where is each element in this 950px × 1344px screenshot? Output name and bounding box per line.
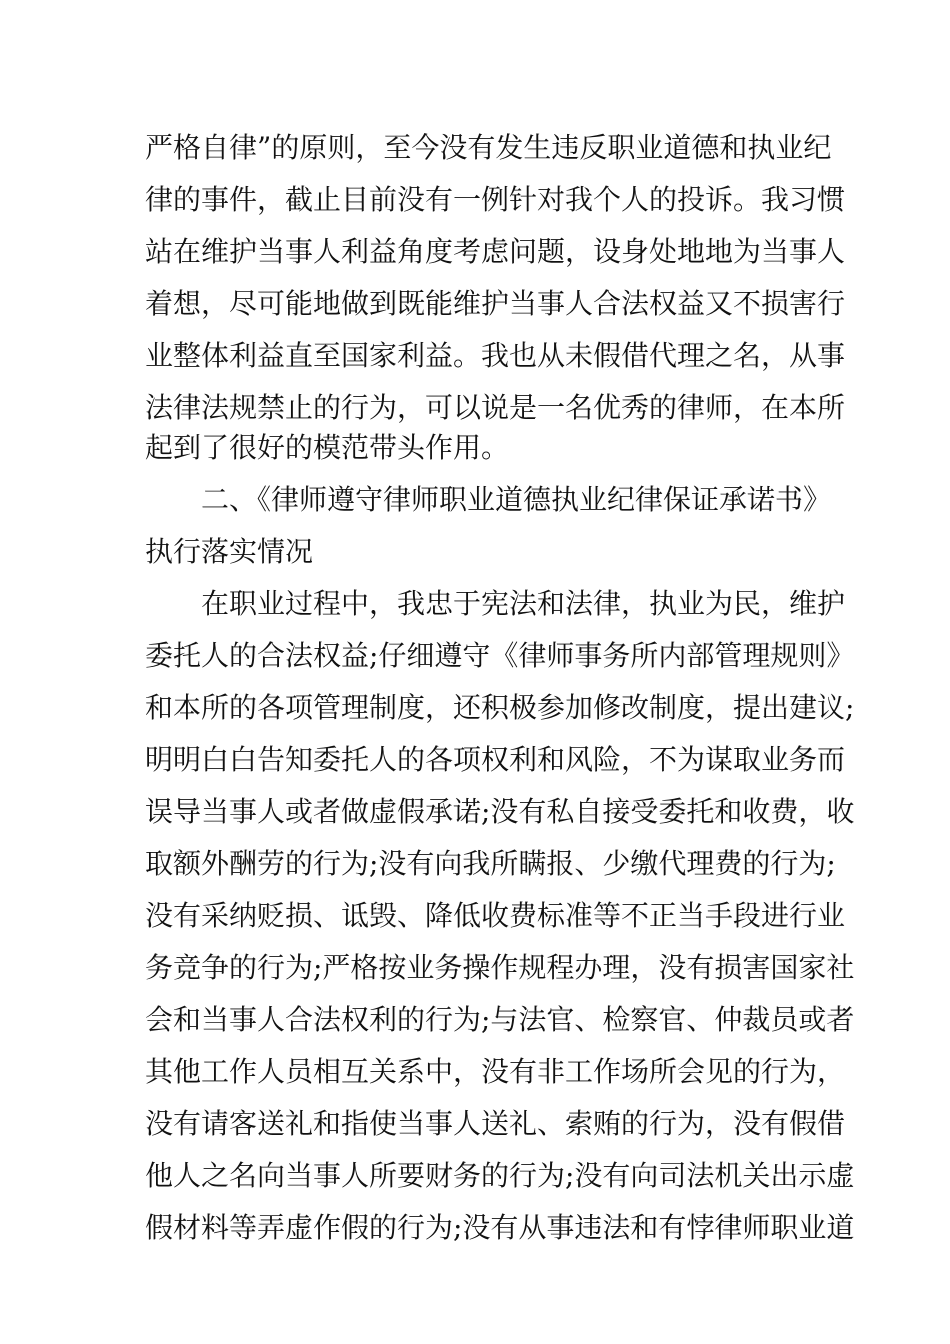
paragraph-line: 假材料等弄虚作假的行为;没有从事违法和有悖律师职业道 [145, 1211, 855, 1244]
paragraph-line: 取额外酬劳的行为;没有向我所瞒报、少缴代理费的行为; [145, 847, 836, 880]
paragraph-line: 没有请客送礼和指使当事人送礼、索贿的行为，没有假借 [145, 1107, 846, 1140]
paragraph-line: 律的事件，截止目前没有一例针对我个人的投诉。我习惯 [145, 183, 846, 216]
paragraph-line: 站在维护当事人利益角度考虑问题，设身处地地为当事人 [145, 235, 846, 268]
section-heading-line: 执行落实情况 [145, 535, 314, 568]
paragraph-line: 他人之名向当事人所要财务的行为;没有向司法机关出示虚 [145, 1159, 855, 1192]
paragraph-line: 着想，尽可能地做到既能维护当事人合法权益又不损害行 [145, 287, 846, 320]
paragraph-line: 业整体利益直至国家利益。我也从未假借代理之名，从事 [145, 339, 846, 372]
paragraph-line: 和本所的各项管理制度，还积极参加修改制度，提出建议; [145, 691, 855, 724]
paragraph-line: 在职业过程中，我忠于宪法和法律，执业为民，维护 [201, 587, 846, 620]
paragraph-line: 严格自律”的原则，至今没有发生违反职业道德和执业纪 [145, 131, 832, 164]
section-heading-line: 二、《律师遵守律师职业道德执业纪律保证承诺书》 [201, 483, 832, 516]
paragraph-line: 务竞争的行为;严格按业务操作规程办理，没有损害国家社 [145, 951, 855, 984]
paragraph-line: 会和当事人合法权利的行为;与法官、检察官、仲裁员或者 [145, 1003, 855, 1036]
paragraph-line: 法律法规禁止的行为，可以说是一名优秀的律师，在本所 [145, 391, 846, 424]
paragraph-line: 起到了很好的模范带头作用。 [145, 431, 510, 464]
paragraph-line: 误导当事人或者做虚假承诺;没有私自接受委托和收费，收 [145, 795, 855, 828]
paragraph-line: 明明白白告知委托人的各项权利和风险，不为谋取业务而 [145, 743, 846, 776]
paragraph-line: 委托人的合法权益;仔细遵守《律师事务所内部管理规则》 [145, 639, 855, 672]
paragraph-line: 其他工作人员相互关系中，没有非工作场所会见的行为， [145, 1055, 846, 1088]
paragraph-line: 没有采纳贬损、诋毁、降低收费标准等不正当手段进行业 [145, 899, 846, 932]
